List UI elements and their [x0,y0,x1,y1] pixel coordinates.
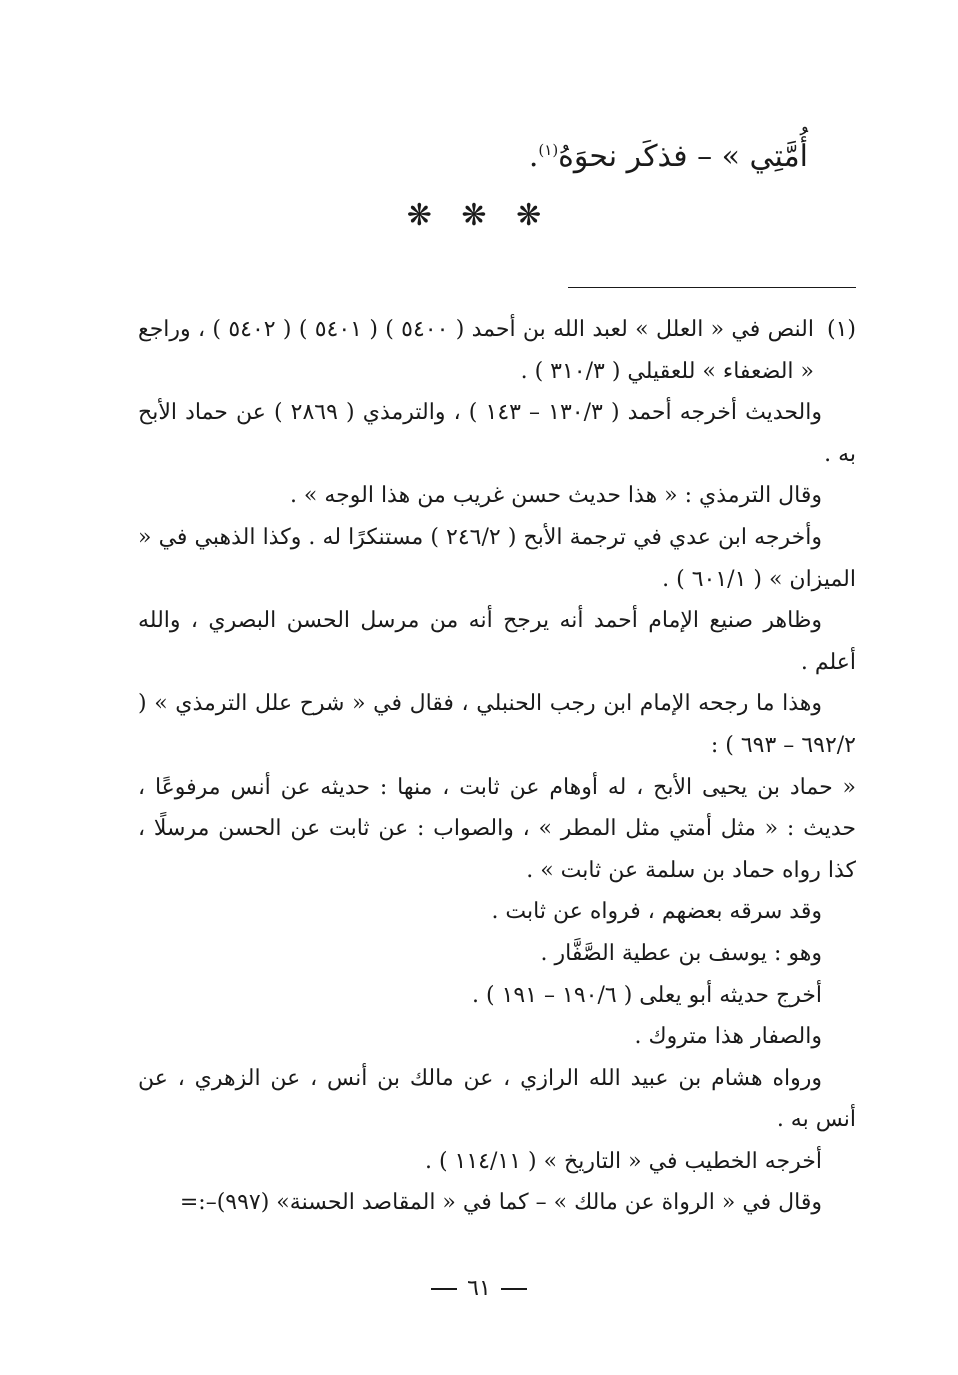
page-number-value: ٦١ [467,1276,491,1301]
footnote-paragraph: ورواه هشام بن عبيد الله الرازي ، عن مالك بن أنس ، عن الزهري ، عن أنس به . [138,1065,856,1133]
footnote-paragraph: والحديث أخرجه أحمد ( ١٣٠/٣ – ١٤٣ ) ، والترمذي ( ٢٨٦٩ ) عن حماد الأبح به . [138,400,856,467]
footnote-divider [568,287,856,288]
footnote-paragraph: وهذا ما رجحه الإمام ابن رجب الحنبلي ، فقال في « شرح علل الترمذي » ( ٦٩٢/٢ – ٦٩٣ ) : [138,691,856,758]
footnote-paragraph: أخرجه الخطيب في « التاريخ » ( ١١٤/١١ ) . [424,1148,822,1174]
footnote-paragraph: وأخرجه ابن عدي في ترجمة الأبح ( ٢٤٦/٢ ) مستنكرًا له . وكذا الذهبي في « الميزان » ( ٦٠١/١ ) . [138,524,856,592]
footnote-paragraph: وقال الترمذي : « هذا حديث حسن غريب من هذا الوجه » . [289,483,822,509]
page-number-dash [431,1288,457,1290]
footnote-paragraph: وقد سرقه بعضهم ، فرواه عن ثابت . [491,899,822,925]
section-separator-ornament: ❋ ❋ ❋ [406,198,552,233]
footnote-reference: (١) [538,141,559,159]
footnotes-block [138,309,856,1224]
footnote-quote: « حماد بن يحيى الأبح ، له أوهام عن ثابت ، منها : حديثه عن أنس مرفوعًا ، حديث : « مثل أمتي مثل المطر » ، والصواب : عن ثابت عن الحسن مرسلًا ، كذا رواه حماد بن سلمة عن ثابت » . [138,774,856,883]
footnote-paragraph: (١)النص في « العلل » لعبد الله بن أحمد ( ٥٤٠٠ ) ( ٥٤٠١ ) ( ٥٤٠٢ ) ، وراجع « الضعفاء » للعقيلي ( ٣١٠/٣ ) . [138,309,856,392]
footnote-paragraph: وهو : يوسف بن عطية الصَّفَّار . [540,940,822,966]
footnote-paragraph: أخرج حديثه أبو يعلى ( ١٩٠/٦ – ١٩١ ) . [472,982,822,1008]
footnote-paragraph: وقال في « الرواة عن مالك » – كما في « المقاصد الحسنة» (٩٩٧)–:= [179,1190,822,1216]
main-text-end: . [528,139,539,174]
footnote-paragraph: والصفار هذا متروك . [634,1024,822,1050]
page-number-dash [501,1288,527,1290]
main-text: أُمَّتِي » – فذكَر نحوَهُ [558,139,808,174]
footnote-paragraph: وظاهر صنيع الإمام أحمد أنه يرجح أنه من مرسل الحسن البصري ، والله أعلم . [138,608,856,675]
page-number [0,1276,958,1301]
footnote-number: (١) [826,317,856,342]
main-text-line [529,128,808,179]
